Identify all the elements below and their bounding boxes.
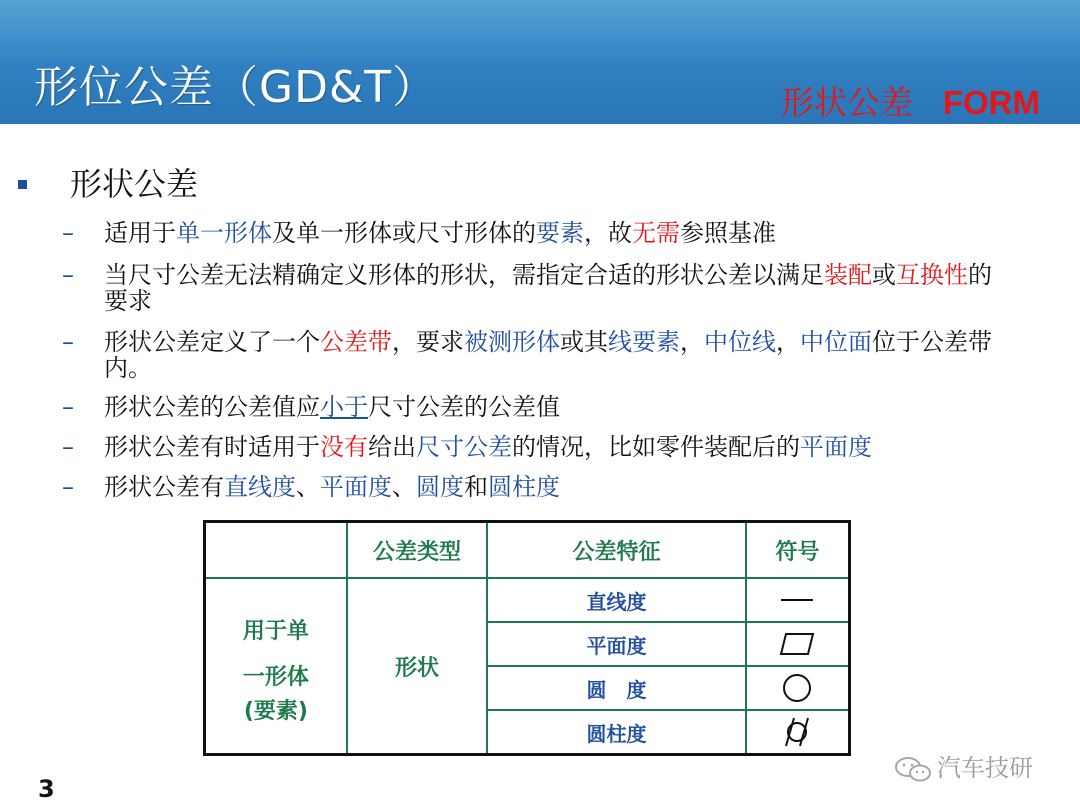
watermark-text: 汽车技研 — [937, 754, 1033, 782]
section-title: 形状公差 — [70, 165, 199, 203]
plain-text: 或其 — [560, 328, 608, 356]
plain-text: 或 — [872, 261, 896, 289]
plain-text: 尺寸公差的公差值 — [368, 393, 560, 421]
plain-text: 的情况，比如零件装配后的 — [512, 433, 800, 461]
bullet-text — [104, 394, 1024, 420]
plain-text: 及单一形体或尺寸形体的 — [272, 219, 536, 247]
dash-icon: – — [62, 473, 74, 501]
symbol-cell — [746, 622, 850, 666]
feature-cell: 圆柱度 — [487, 710, 746, 755]
plain-text: 参照基准 — [680, 219, 776, 247]
plain-text: 适用于 — [104, 219, 176, 247]
watermark — [893, 748, 1033, 783]
dash-icon: – — [62, 393, 74, 421]
apply-line: 用于单 — [242, 619, 309, 644]
symbol-cell — [746, 666, 850, 710]
page-number: 3 — [38, 775, 55, 803]
plain-text: 给出 — [368, 433, 416, 461]
highlight-text: 装配 — [824, 261, 872, 289]
highlight-text: 中位面 — [800, 328, 872, 356]
symbol-cell — [746, 710, 850, 755]
form-label-cn: 形状公差 — [780, 83, 913, 122]
plain-text: 形状公差定义了一个 — [104, 328, 320, 356]
plain-text: ， — [776, 328, 800, 356]
dash-icon: – — [62, 328, 74, 356]
highlight-text: 互换性 — [896, 261, 968, 289]
cylindricity-icon — [777, 715, 817, 749]
bullet-text — [104, 220, 1024, 246]
plain-text: 形状公差的公差值应 — [104, 393, 320, 421]
plain-text: ，要求 — [392, 328, 464, 356]
bullet-text — [104, 434, 1024, 460]
highlight-text: 尺寸公差 — [416, 433, 512, 461]
highlight-text: 直线度 — [224, 473, 296, 501]
straightness-icon — [777, 590, 817, 610]
plain-text: 、 — [296, 473, 320, 501]
apply-line: (要素) — [243, 699, 308, 724]
feature-cell: 圆 度 — [487, 666, 746, 710]
highlight-text: 被测形体 — [464, 328, 560, 356]
header-type: 公差类型 — [347, 522, 487, 579]
symbol-cell — [746, 578, 850, 622]
plain-text: 当尺寸公差无法精确定义形体的形状，需指定合适的形状公差以满足 — [104, 261, 824, 289]
plain-text: 形状公差有 — [104, 473, 224, 501]
highlight-text: 小于 — [320, 393, 368, 421]
table-row — [205, 578, 850, 622]
highlight-text: 要素 — [536, 219, 584, 247]
header-symbol: 符号 — [746, 522, 850, 579]
plain-text: 的要求 — [104, 261, 992, 315]
dash-icon: – — [62, 433, 74, 461]
highlight-text: 单一形体 — [176, 219, 272, 247]
bullet-text — [104, 262, 1014, 314]
highlight-text: 平面度 — [800, 433, 872, 461]
plain-text: ，故 — [584, 219, 632, 247]
dash-icon: – — [62, 219, 74, 247]
dash-icon: – — [62, 261, 74, 289]
wechat-icon — [893, 755, 933, 783]
highlight-text: 圆度 — [416, 473, 464, 501]
apply-line: 一形体 — [242, 665, 309, 690]
bullet-text — [104, 329, 1004, 381]
feature-cell: 直线度 — [487, 578, 746, 622]
highlight-text: 没有 — [320, 433, 368, 461]
plain-text: ， — [680, 328, 704, 356]
flatness-icon — [777, 631, 817, 657]
plain-text: 形状公差有时适用于 — [104, 433, 320, 461]
highlight-text: 圆柱度 — [488, 473, 560, 501]
highlight-text: 公差带 — [320, 328, 392, 356]
table-header-row — [205, 522, 850, 579]
type-cell: 形状 — [347, 578, 487, 755]
tolerance-table — [203, 520, 851, 756]
highlight-text: 无需 — [632, 219, 680, 247]
bullet-text — [104, 474, 1024, 500]
feature-cell: 平面度 — [487, 622, 746, 666]
circularity-icon — [780, 671, 814, 705]
highlight-text: 平面度 — [320, 473, 392, 501]
plain-text: 、 — [392, 473, 416, 501]
form-label — [780, 83, 1040, 122]
header-empty-cell — [205, 522, 347, 579]
highlight-text: 线要素 — [608, 328, 680, 356]
plain-text: 位于公差带内。 — [104, 328, 992, 382]
plain-text: 和 — [464, 473, 488, 501]
section-bullet-icon — [18, 180, 27, 189]
apply-cell — [205, 578, 347, 755]
form-label-en: FORM — [942, 84, 1040, 121]
title-bar — [0, 0, 1080, 124]
highlight-text: 中位线 — [704, 328, 776, 356]
slide-title: 形位公差（GD&T） — [34, 62, 438, 113]
header-feature: 公差特征 — [487, 522, 746, 579]
